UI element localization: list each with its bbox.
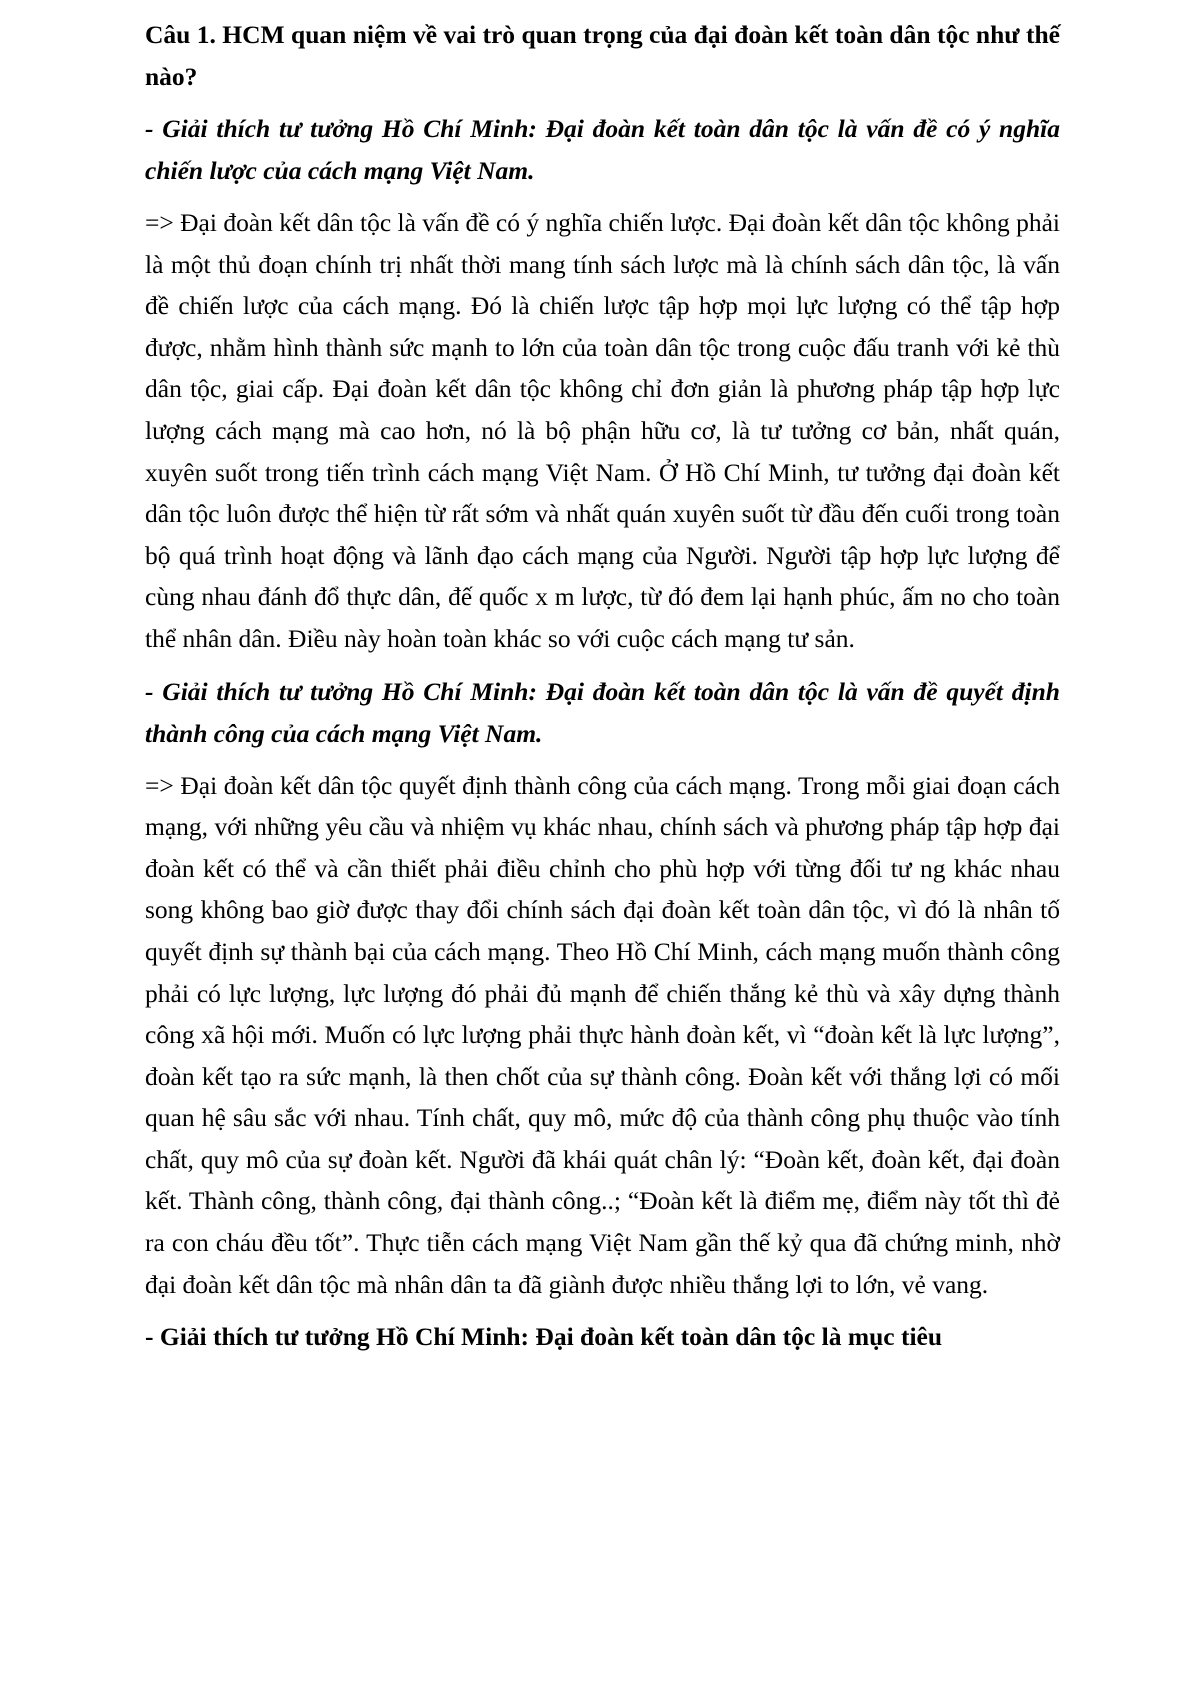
section-heading-decisive: - Giải thích tư tưởng Hồ Chí Minh: Đại đoàn kết toàn dân tộc là vấn đề quyết định thành công của cách mạng Việt Nam.: [145, 676, 1060, 748]
question-title: Câu 1. HCM quan niệm về vai trò quan trọng của đại đoàn kết toàn dân tộc như thế nào?: [145, 20, 1060, 91]
section-body-decisive: => Đại đoàn kết dân tộc quyết định thành công của cách mạng. Trong mỗi giai đoạn cách mạng, với những yêu cầu và nhiệm vụ khác nhau, chính sách và phương pháp tập hợp đại đoàn kết có thể và cần thiết phải điều chỉnh cho phù hợp với từng đối tư ng khác nhau song không bao giờ được thay đổi chính sách đại đoàn kết toàn dân tộc, vì đó là nhân tố quyết định sự thành bại của cách mạng. Theo Hồ Chí Minh, cách mạng muốn thành công phải có lực lượng, lực lượng đó phải đủ mạnh để chiến thắng kẻ thù và xây dựng thành công xã hội mới. Muốn có lực lượng phải thực hành đoàn kết, vì “đoàn kết là lực lượng”, đoàn kết tạo ra sức mạnh, là then chốt của sự thành công. Đoàn kết với thắng lợi có mối quan hệ sâu sắc với nhau. Tính chất, quy mô, mức độ của thành công phụ thuộc vào tính chất, quy mô của sự đoàn kết. Người đã khái quát chân lý: “Đoàn kết, đoàn kết, đại đoàn kết. Thành công, thành công, đại thành công..; “Đoàn kết là điểm mẹ, điểm này tốt thì đẻ ra con cháu đều tốt”. Thực tiễn cách mạng Việt Nam gần thế kỷ qua đã chứng minh, nhờ đại đoàn kết dân tộc mà nhân dân ta đã giành được nhiều thắng lợi to lớn, vẻ vang.: [145, 770, 1060, 1299]
section-heading-strategic: - Giải thích tư tưởng Hồ Chí Minh: Đại đoàn kết toàn dân tộc là vấn đề có ý nghĩa chiến lược của cách mạng Việt Nam.: [145, 114, 1060, 185]
section-heading-goal: - Giải thích tư tưởng Hồ Chí Minh: Đại đoàn kết toàn dân tộc là mục tiêu: [145, 1322, 943, 1352]
document-page: [145, 14, 1060, 1368]
section-body-strategic: => Đại đoàn kết dân tộc là vấn đề có ý nghĩa chiến lược. Đại đoàn kết dân tộc không phải là một thủ đoạn chính trị nhất thời mang tính sách lược mà là chính sách dân tộc, là vấn đề chiến lược của cách mạng. Đó là chiến lược tập hợp mọi lực lượng có thể tập hợp được, nhằm hình thành sức mạnh to lớn của toàn dân tộc trong cuộc đấu tranh với kẻ thù dân tộc, giai cấp. Đại đoàn kết dân tộc không chỉ đơn giản là phương pháp tập hợp lực lượng cách mạng mà cao hơn, nó là bộ phận hữu cơ, là tư tưởng cơ bản, nhất quán, xuyên suốt trong tiến trình cách mạng Việt Nam. Ở Hồ Chí Minh, tư tưởng đại đoàn kết dân tộc luôn được thể hiện từ rất sớm và nhất quán xuyên suốt từ đầu đến cuối trong toàn bộ quá trình hoạt động và lãnh đạo cách mạng của Người. Người tập hợp lực lượng để cùng nhau đánh đổ thực dân, đế quốc x m lược, từ đó đem lại hạnh phúc, ấm no cho toàn thể nhân dân. Điều này hoàn toàn khác so với cuộc cách mạng tư sản.: [145, 208, 1060, 653]
